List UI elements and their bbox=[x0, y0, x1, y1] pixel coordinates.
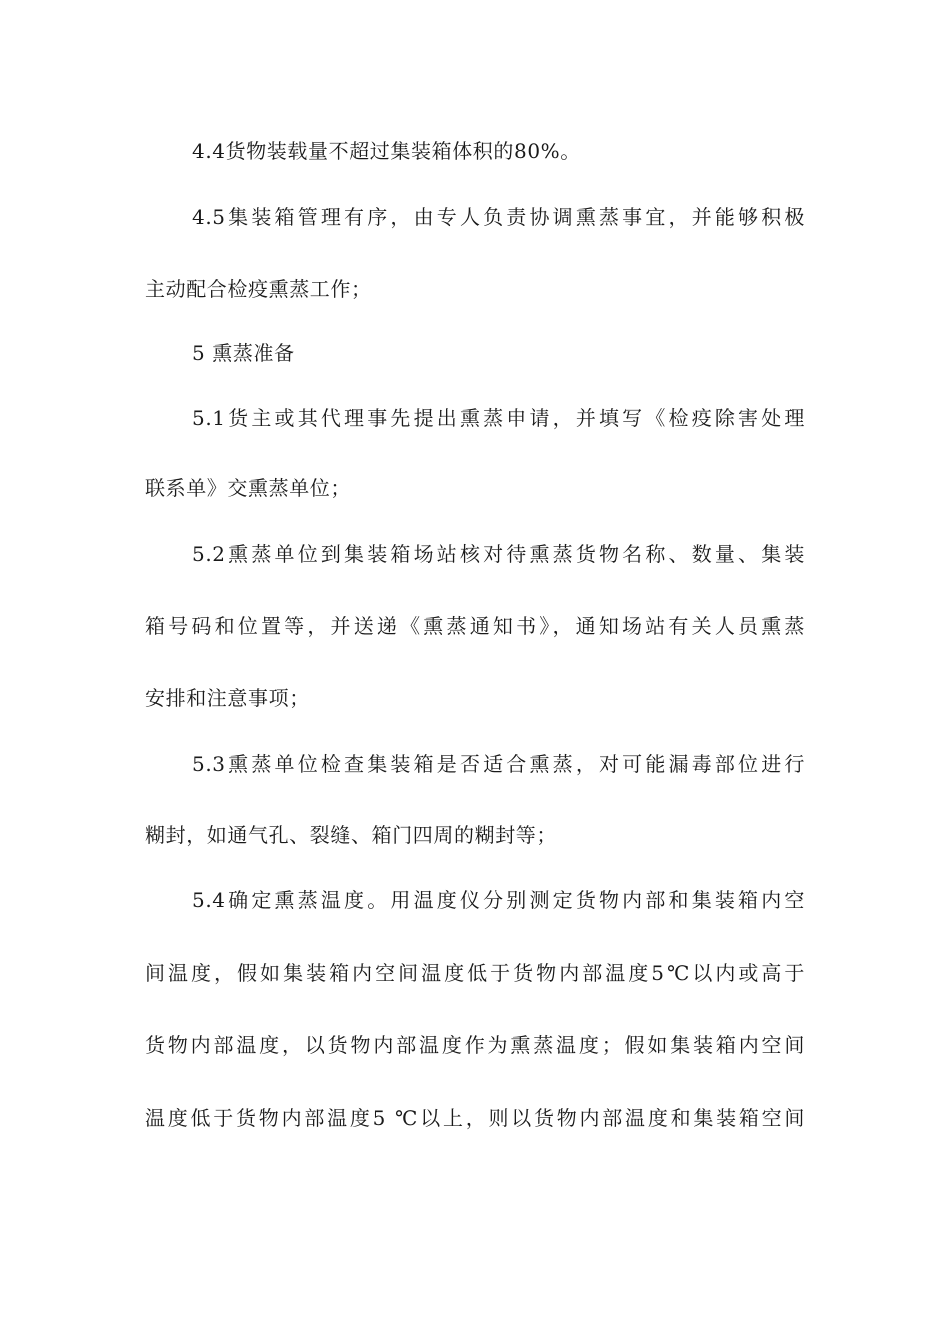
text-line-4-5-cont: 主动配合检疫熏蒸工作； bbox=[145, 277, 372, 301]
text-line-5-4: 5.4确定熏蒸温度。用温度仪分别测定货物内部和集装箱内空 bbox=[192, 888, 805, 912]
text-line-5-2-cont-1: 箱号码和位置等，并送递《熏蒸通知书》，通知场站有关人员熏蒸 bbox=[145, 614, 805, 638]
text-line-5-3-cont: 糊封，如通气孔、裂缝、箱门四周的糊封等； bbox=[145, 823, 557, 847]
text-line-5-1: 5.1货主或其代理事先提出熏蒸申请，并填写《检疫除害处理 bbox=[192, 406, 805, 430]
text-line-5-2: 5.2熏蒸单位到集装箱场站核对待熏蒸货物名称、数量、集装 bbox=[192, 542, 805, 566]
text-line-5-4-cont-2: 货物内部温度，以货物内部温度作为熏蒸温度；假如集装箱内空间 bbox=[145, 1033, 805, 1057]
text-line-5-4-cont-3: 温度低于货物内部温度5 ℃以上，则以货物内部温度和集装箱空间 bbox=[145, 1106, 805, 1130]
text-line-5-1-cont: 联系单》交熏蒸单位； bbox=[145, 476, 351, 500]
section-heading-5: 5 熏蒸准备 bbox=[192, 341, 295, 365]
text-line-4-4: 4.4货物装载量不超过集装箱体积的80%。 bbox=[192, 139, 581, 163]
text-line-5-4-cont-1: 间温度，假如集装箱内空间温度低于货物内部温度5℃以内或高于 bbox=[145, 961, 805, 985]
text-line-4-5: 4.5集装箱管理有序，由专人负责协调熏蒸事宜，并能够积极 bbox=[192, 205, 805, 229]
text-line-5-2-cont-2: 安排和注意事项； bbox=[145, 686, 310, 710]
text-line-5-3: 5.3熏蒸单位检查集装箱是否适合熏蒸，对可能漏毒部位进行 bbox=[192, 752, 805, 776]
